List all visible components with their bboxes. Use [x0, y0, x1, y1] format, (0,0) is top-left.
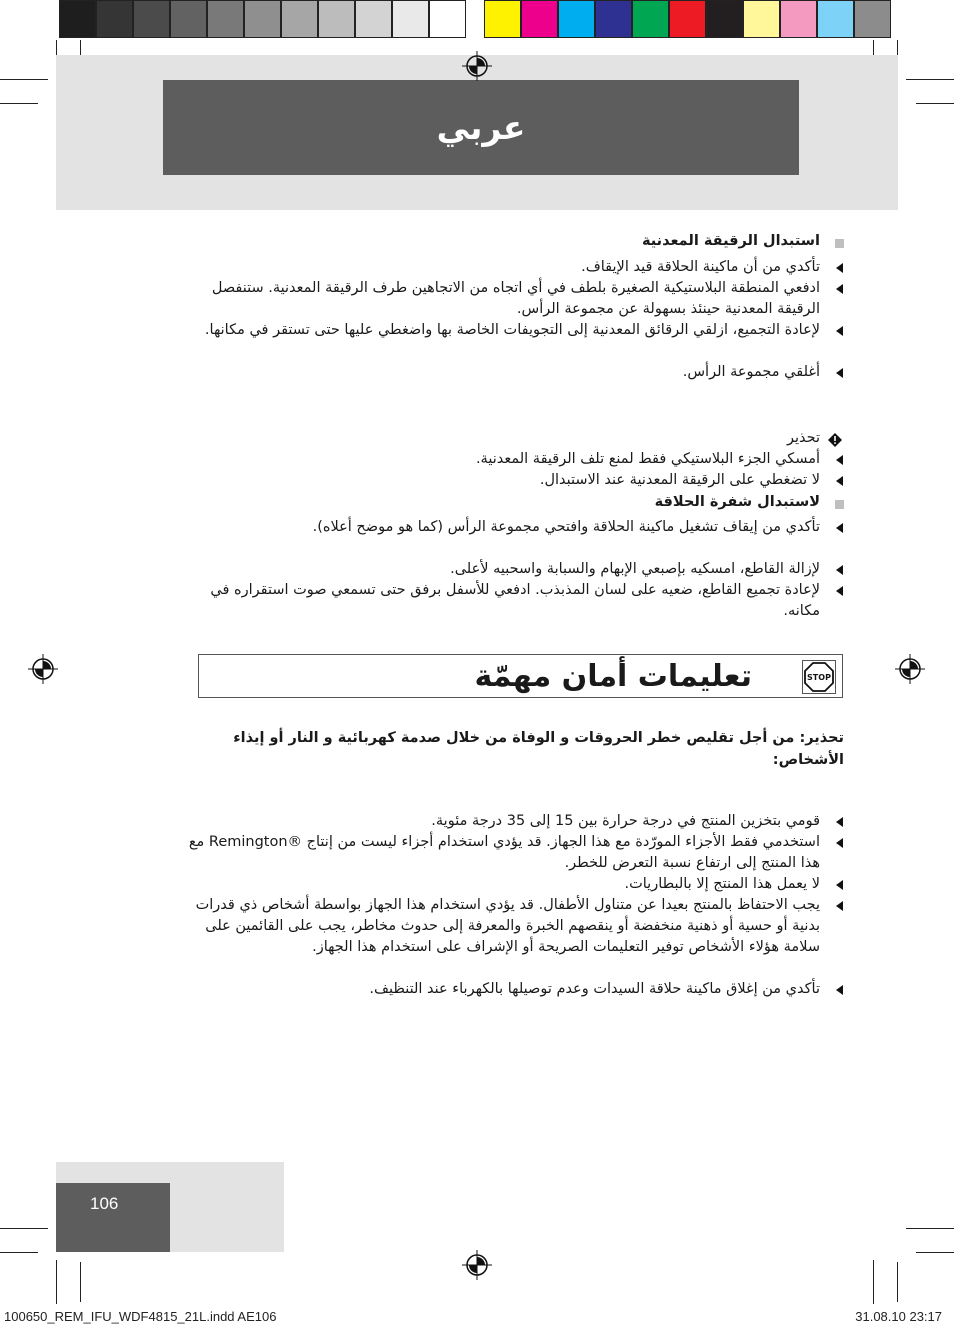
page-number: 106: [90, 1194, 119, 1213]
list-item: لإعادة التجميع، ازلقي الرقائق المعدنية إلى التجويفات الخاصة بها واضغطي عليها حتى تستقر في مكانها.: [204, 322, 820, 338]
color-swatch: [669, 0, 706, 38]
list-bullet-icon: [836, 838, 843, 848]
crop-mark: [0, 79, 48, 80]
list-bullet-icon: [836, 284, 843, 294]
print-slug-left: 100650_REM_IFU_WDF4815_21L.indd AE106: [4, 1309, 277, 1324]
color-swatch: [854, 0, 891, 38]
registration-mark-icon: [462, 1250, 492, 1280]
color-swatch: [355, 0, 392, 38]
color-swatch: [706, 0, 743, 38]
section-bullet: [835, 239, 844, 248]
page-title: عربي: [436, 108, 526, 147]
color-swatch: [484, 0, 521, 38]
safety-heading-box: [198, 654, 843, 698]
list-bullet-icon: [836, 455, 843, 465]
safety-item: لا يعمل هذا المنتج إلا بالبطاريات.: [624, 876, 820, 892]
section-heading-foil: استبدال الرقيقة المعدنية: [641, 233, 820, 249]
color-swatch: [318, 0, 355, 38]
caution-item: لا تضغطي على الرقيقة المعدنية عند الاستبدال.: [539, 472, 820, 488]
list-item: تأكدي من أن ماكينة الحلاقة قيد الإيقاف.: [581, 259, 820, 275]
caution-item: أمسكي الجزء البلاستيكي فقط لمنع تلف الرقيقة المعدنية.: [475, 451, 820, 467]
crop-mark: [0, 103, 38, 104]
list-bullet-icon: [836, 523, 843, 533]
stop-sign-icon: [802, 660, 836, 694]
safety-warning: تحذير: من أجل تقليص خطر الحروقات و الوفاة من خلال صدمة كهربائية و النار أو إيذاء الأشخاص:: [233, 730, 844, 768]
list-bullet-icon: [836, 368, 843, 378]
registration-mark-icon: [895, 654, 925, 684]
crop-mark: [80, 1262, 81, 1302]
color-swatch: [59, 0, 96, 38]
registration-mark-icon: [462, 51, 492, 81]
color-swatch: [96, 0, 133, 38]
color-swatch: [207, 0, 244, 38]
crop-mark: [0, 1252, 38, 1253]
caution-icon: [828, 432, 842, 446]
crop-mark: [56, 1260, 57, 1304]
list-item: ادفعي المنطقة البلاستيكية الصغيرة بلطف في أي اتجاه من الاتجاهين طرف الرقيقة المعدنية. ستنفصل الرقيقة المعدنية حينئذ بسهولة عن مجموعة الرأس.: [211, 280, 820, 317]
color-swatch: [817, 0, 854, 38]
safety-title: تعليمات أمان مهمّة: [474, 659, 752, 694]
safety-item: يجب الاحتفاظ بالمنتج بعيدا عن متناول الأطفال. قد يؤدي استخدام هذا الجهاز بواسطة أشخاص ذي قدرات بدنية أو حسية أو ذهنية منخفضة أو ينقصهم الخبرة والمعرفة إلى حدوث مخاطر، يجب على القائمين على سلامة هؤلاء الأشخاص توفير التعليمات الصريحة أو الإشراف على استخدام هذا الجهاز.: [195, 897, 820, 955]
section-bullet: [835, 500, 844, 509]
crop-mark: [916, 103, 954, 104]
list-item: لإزالة القاطع، امسكيه بإصبعي الإبهام والسبابة واسحبيه لأعلى.: [450, 561, 820, 577]
list-item: أغلقي مجموعة الرأس.: [682, 364, 820, 380]
safety-item: قومي بتخزين المنتج في درجة حرارة بين 15 إلى 35 درجة مئوية.: [431, 813, 820, 829]
list-bullet-icon: [836, 880, 843, 890]
color-swatch: [521, 0, 558, 38]
list-bullet-icon: [836, 565, 843, 575]
stop-sign-text: STOP: [807, 673, 831, 682]
caution-label: تحذير: [786, 430, 820, 446]
crop-mark: [906, 79, 954, 80]
list-bullet-icon: [836, 476, 843, 486]
registration-mark-icon: [28, 654, 58, 684]
color-swatch: [743, 0, 780, 38]
grayscale-bar: [59, 0, 466, 38]
list-bullet-icon: [836, 985, 843, 995]
color-swatch: [133, 0, 170, 38]
list-item: لإعادة تجميع القاطع، ضعيه على لسان المذبذب. ادفعي للأسفل برفق حتى تسمعي صوت استقراره في مكانه.: [210, 582, 820, 619]
page-number-box: [56, 1183, 170, 1252]
list-item: تأكدي من إيقاف تشغيل ماكينة الحلاقة وافتحي مجموعة الرأس (كما هو موضح أعلاه).: [312, 519, 820, 535]
color-swatch: [244, 0, 281, 38]
color-swatch: [632, 0, 669, 38]
crop-mark: [916, 1252, 954, 1253]
color-bar: [484, 0, 891, 38]
color-swatch: [429, 0, 466, 38]
list-bullet-icon: [836, 817, 843, 827]
print-slug-right: 31.08.10 23:17: [855, 1309, 942, 1324]
crop-mark: [0, 1228, 48, 1229]
color-swatch: [780, 0, 817, 38]
section-heading-cutter: لاستبدال شفرة الحلاقة: [654, 494, 820, 510]
color-swatch: [392, 0, 429, 38]
safety-item: تأكدي من إغلاق ماكينة حلاقة السيدات وعدم توصيلها بالكهرباء عند التنظيف.: [369, 981, 820, 997]
crop-mark: [906, 1228, 954, 1229]
list-bullet-icon: [836, 263, 843, 273]
crop-mark: [897, 1262, 898, 1302]
color-swatch: [595, 0, 632, 38]
title-box: [163, 80, 799, 175]
list-bullet-icon: [836, 326, 843, 336]
crop-mark: [873, 1260, 874, 1304]
color-swatch: [558, 0, 595, 38]
color-swatch: [281, 0, 318, 38]
list-bullet-icon: [836, 586, 843, 596]
list-bullet-icon: [836, 901, 843, 911]
safety-item: استخدمي فقط الأجزاء المورّدة مع هذا الجهاز. قد يؤدي استخدام أجزاء ليست من إنتاج ®Remington مع هذا المنتج إلى ارتفاع نسبة التعرض للخطر.: [188, 834, 820, 871]
color-swatch: [170, 0, 207, 38]
